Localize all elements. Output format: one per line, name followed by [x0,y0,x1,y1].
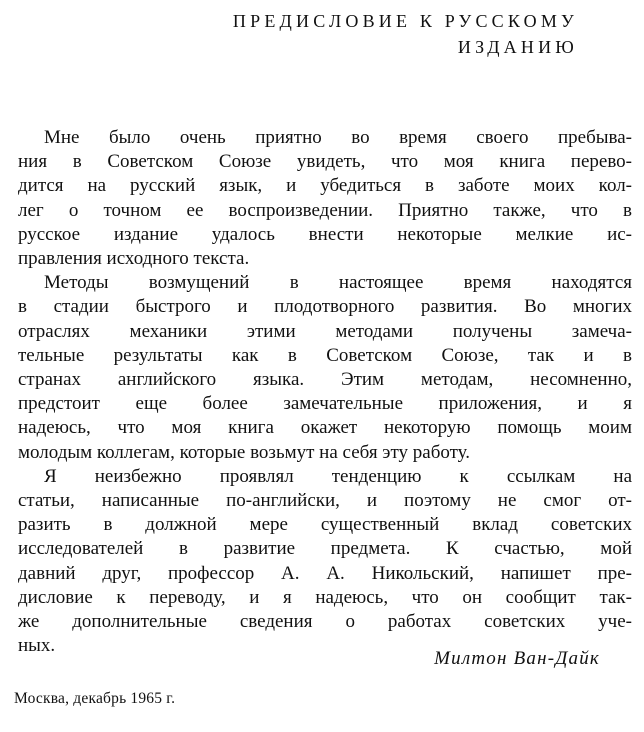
text-line: Методы возмущений в настоящее время находятся [44,272,632,294]
heading-line-2: ИЗДАНИЮ [457,37,578,57]
text-line: в стадии быстрого и плодотворного развития. Во многих [18,296,632,318]
preface-body [18,126,632,658]
text-line: предстоит еще более замечательные приложения, и я [18,393,632,415]
text-line: дится на русский язык, и убедиться в заботе моих кол- [18,175,632,197]
author-signature: Милтон Ван-Дайк [434,648,600,669]
text-line: русское издание удалось внести некоторые мелкие ис- [18,223,632,245]
text-line: лег о точном ее воспроизведении. Приятно также, что в [18,199,632,221]
text-line: отраслях механики этими методами получены замеча- [18,320,632,342]
text-line: ния в Советском Союзе увидеть, что моя книга перево- [18,151,632,173]
text-line: статьи, написанные по-английски, и поэтому не смог от- [18,490,632,512]
text-line: странах английского языка. Этим методам, несомненно, [18,369,632,391]
paragraph-2 [18,271,632,465]
text-line: же дополнительные сведения о работах советских уче- [18,611,632,633]
text-line: Я неизбежно проявлял тенденцию к ссылкам на [44,465,632,487]
text-line: молодым коллегам, которые возьмут на себя эту работу. [18,441,471,463]
text-line: разить в должной мере существенный вклад советских [18,514,632,536]
text-line: дисловие к переводу, и я надеюсь, что он сообщит так- [18,586,632,608]
paragraph-3 [18,465,632,659]
text-line: правления исходного текста. [18,248,250,270]
heading-line-1: ПРЕДИСЛОВИЕ К РУССКОМУ [232,11,578,31]
text-line: давний друг, профессор А. А. Никольский, напишет пре- [18,562,632,584]
text-line: Мне было очень приятно во время своего пребыва- [44,127,632,148]
text-line: исследователей в развитие предмета. К счастью, мой [18,538,632,560]
place-and-date: Москва, декабрь 1965 г. [14,690,176,707]
text-line: надеюсь, что моя книга окажет некоторую помощь моим [18,417,632,439]
text-line: тельные результаты как в Советском Союзе, так и в [18,344,632,366]
paragraph-1 [18,126,632,271]
preface-heading [233,8,578,60]
text-line: ных. [18,635,56,657]
